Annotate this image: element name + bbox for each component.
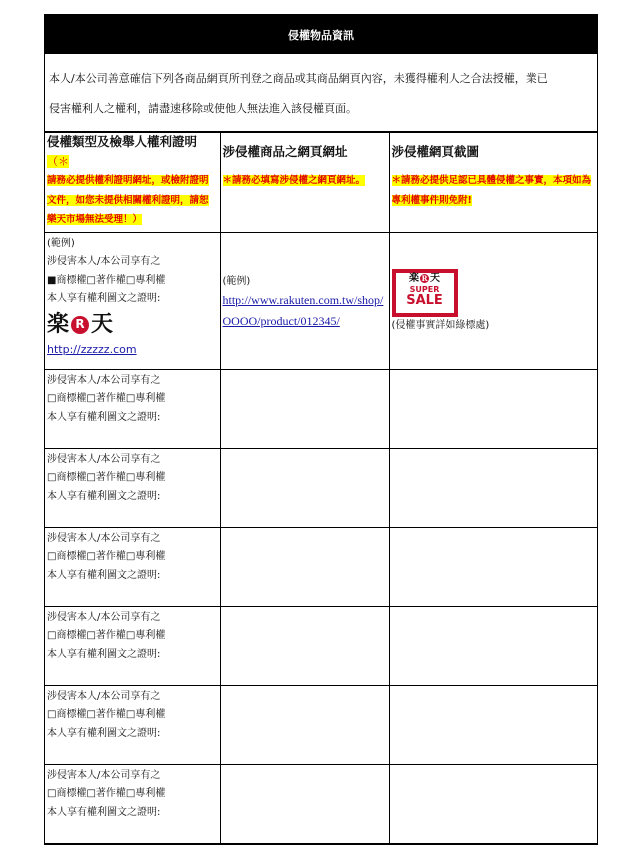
entry-row <box>45 764 597 843</box>
entry-rights: □商標權□著作權□專利權 <box>47 551 166 562</box>
col-header-rights <box>45 133 220 172</box>
form-title: 侵權物品資訊 <box>45 15 597 54</box>
screenshot-note: ＊請務必提供足認已具體侵權之事實，本項如為專利權事件則免附! <box>391 175 592 206</box>
entry-screenshot-cell[interactable] <box>389 369 597 448</box>
entry-line1: 涉侵害本人/本公司享有之 <box>47 453 161 465</box>
entry-screenshot-cell[interactable] <box>389 685 597 764</box>
entry-proof: 本人享有權利圖文之證明: <box>47 490 161 502</box>
entry-rights: □商標權□著作權□專利權 <box>47 393 166 404</box>
screenshot-caption: (侵權事實詳如綠標處) <box>391 319 490 331</box>
col-header-url: 涉侵權商品之網頁網址 <box>220 133 389 172</box>
example-rights-line: 涉侵害本人/本公司享有之 <box>47 256 161 267</box>
entry-proof: 本人享有權利圖文之證明: <box>47 648 161 660</box>
entry-line1: 涉侵害本人/本公司享有之 <box>47 532 161 544</box>
sale-brand-left: 楽 <box>409 272 419 284</box>
entry-rights: □商標權□著作權□專利權 <box>47 472 166 483</box>
entry-row <box>45 527 597 606</box>
entry-url-cell[interactable] <box>220 764 389 843</box>
intro-line-2: 侵害權利人之權利，請盡速移除或使他人無法進入該侵權頁面。 <box>49 102 357 115</box>
entry-rights-cell[interactable] <box>45 369 220 448</box>
table-header-row <box>45 133 597 172</box>
rights-note: 請務必提供權利證明網址，或檢附證明文件，如您未提供相關權利證明，請恕樂天市場無法受理！） <box>47 175 209 225</box>
example-rights-checkboxes: ■商標權□著作權□專利權 <box>47 274 166 286</box>
entry-line1: 涉侵害本人/本公司享有之 <box>47 769 161 781</box>
entry-screenshot-cell[interactable] <box>389 527 597 606</box>
entry-rights-cell[interactable] <box>45 764 220 843</box>
col-header-rights-star: （＊ <box>47 154 69 168</box>
entry-rights-cell[interactable] <box>45 527 220 606</box>
entry-proof: 本人享有權利圖文之證明: <box>47 806 161 818</box>
sale-brand-r: R <box>421 273 428 283</box>
example-url-label: (範例) <box>222 275 251 287</box>
example-url-link[interactable]: http://www.rakuten.com.tw/shop/OOOO/product/012345/ <box>222 293 384 328</box>
intro-line-1: 本人/本公司善意確信下列各商品網頁所刊登之商品或其商品網頁內容，未獲得權利人之合法授權，業已 <box>49 72 548 85</box>
entry-line1: 涉侵害本人/本公司享有之 <box>47 611 161 623</box>
entry-rights-cell[interactable] <box>45 606 220 685</box>
infringement-form <box>44 14 598 845</box>
entry-url-cell[interactable] <box>220 606 389 685</box>
sale-brand-right: 天 <box>430 272 440 284</box>
infringement-table <box>45 132 597 370</box>
proof-link[interactable]: http://zzzzz.com <box>47 342 137 356</box>
table-note-row <box>45 171 597 232</box>
entry-url-cell[interactable] <box>220 369 389 448</box>
col-header-rights-label: 侵權類型及檢舉人權利證明 <box>47 134 198 149</box>
entry-screenshot-cell[interactable] <box>389 606 597 685</box>
sale-sale-text: SALE <box>406 292 443 308</box>
example-label: (範例) <box>47 237 75 249</box>
entry-url-cell[interactable] <box>220 685 389 764</box>
entry-rights: □商標權□著作權□專利權 <box>47 788 166 799</box>
entry-rights: □商標權□著作權□專利權 <box>47 709 166 720</box>
rakuten-logo-r: R <box>71 316 89 334</box>
url-note: ＊請務必填寫涉侵權之網頁網址。 <box>222 175 366 186</box>
entry-row <box>45 369 597 448</box>
entry-rows <box>45 369 597 844</box>
rakuten-logo-left: 楽 <box>47 311 70 338</box>
example-url-cell <box>220 232 389 369</box>
entry-url-cell[interactable] <box>220 448 389 527</box>
entry-row <box>45 448 597 527</box>
entry-proof: 本人享有權利圖文之證明: <box>47 727 161 739</box>
entry-proof: 本人享有權利圖文之證明: <box>47 569 161 581</box>
entry-line1: 涉侵害本人/本公司享有之 <box>47 374 161 386</box>
entry-rights-cell[interactable] <box>45 685 220 764</box>
col-header-screenshot: 涉侵權網頁截圖 <box>389 133 597 172</box>
intro-statement <box>45 54 597 132</box>
rakuten-logo-right: 天 <box>91 311 114 338</box>
sale-brand <box>409 273 440 285</box>
entry-rights: □商標權□著作權□專利權 <box>47 630 166 641</box>
entry-screenshot-cell[interactable] <box>389 764 597 843</box>
super-sale-image <box>392 269 458 317</box>
entry-row <box>45 685 597 764</box>
example-screenshot-cell <box>389 232 597 369</box>
example-proof-label: 本人享有權利圖文之證明: <box>47 293 161 304</box>
entry-line1: 涉侵害本人/本公司享有之 <box>47 690 161 702</box>
entry-proof: 本人享有權利圖文之證明: <box>47 411 161 423</box>
entry-rights-cell[interactable] <box>45 448 220 527</box>
sale-super-text: SUPER <box>409 284 440 294</box>
entry-url-cell[interactable] <box>220 527 389 606</box>
rakuten-logo <box>47 311 218 339</box>
entry-screenshot-cell[interactable] <box>389 448 597 527</box>
entry-row <box>45 606 597 685</box>
example-rights-cell <box>45 232 220 369</box>
example-row <box>45 232 597 369</box>
